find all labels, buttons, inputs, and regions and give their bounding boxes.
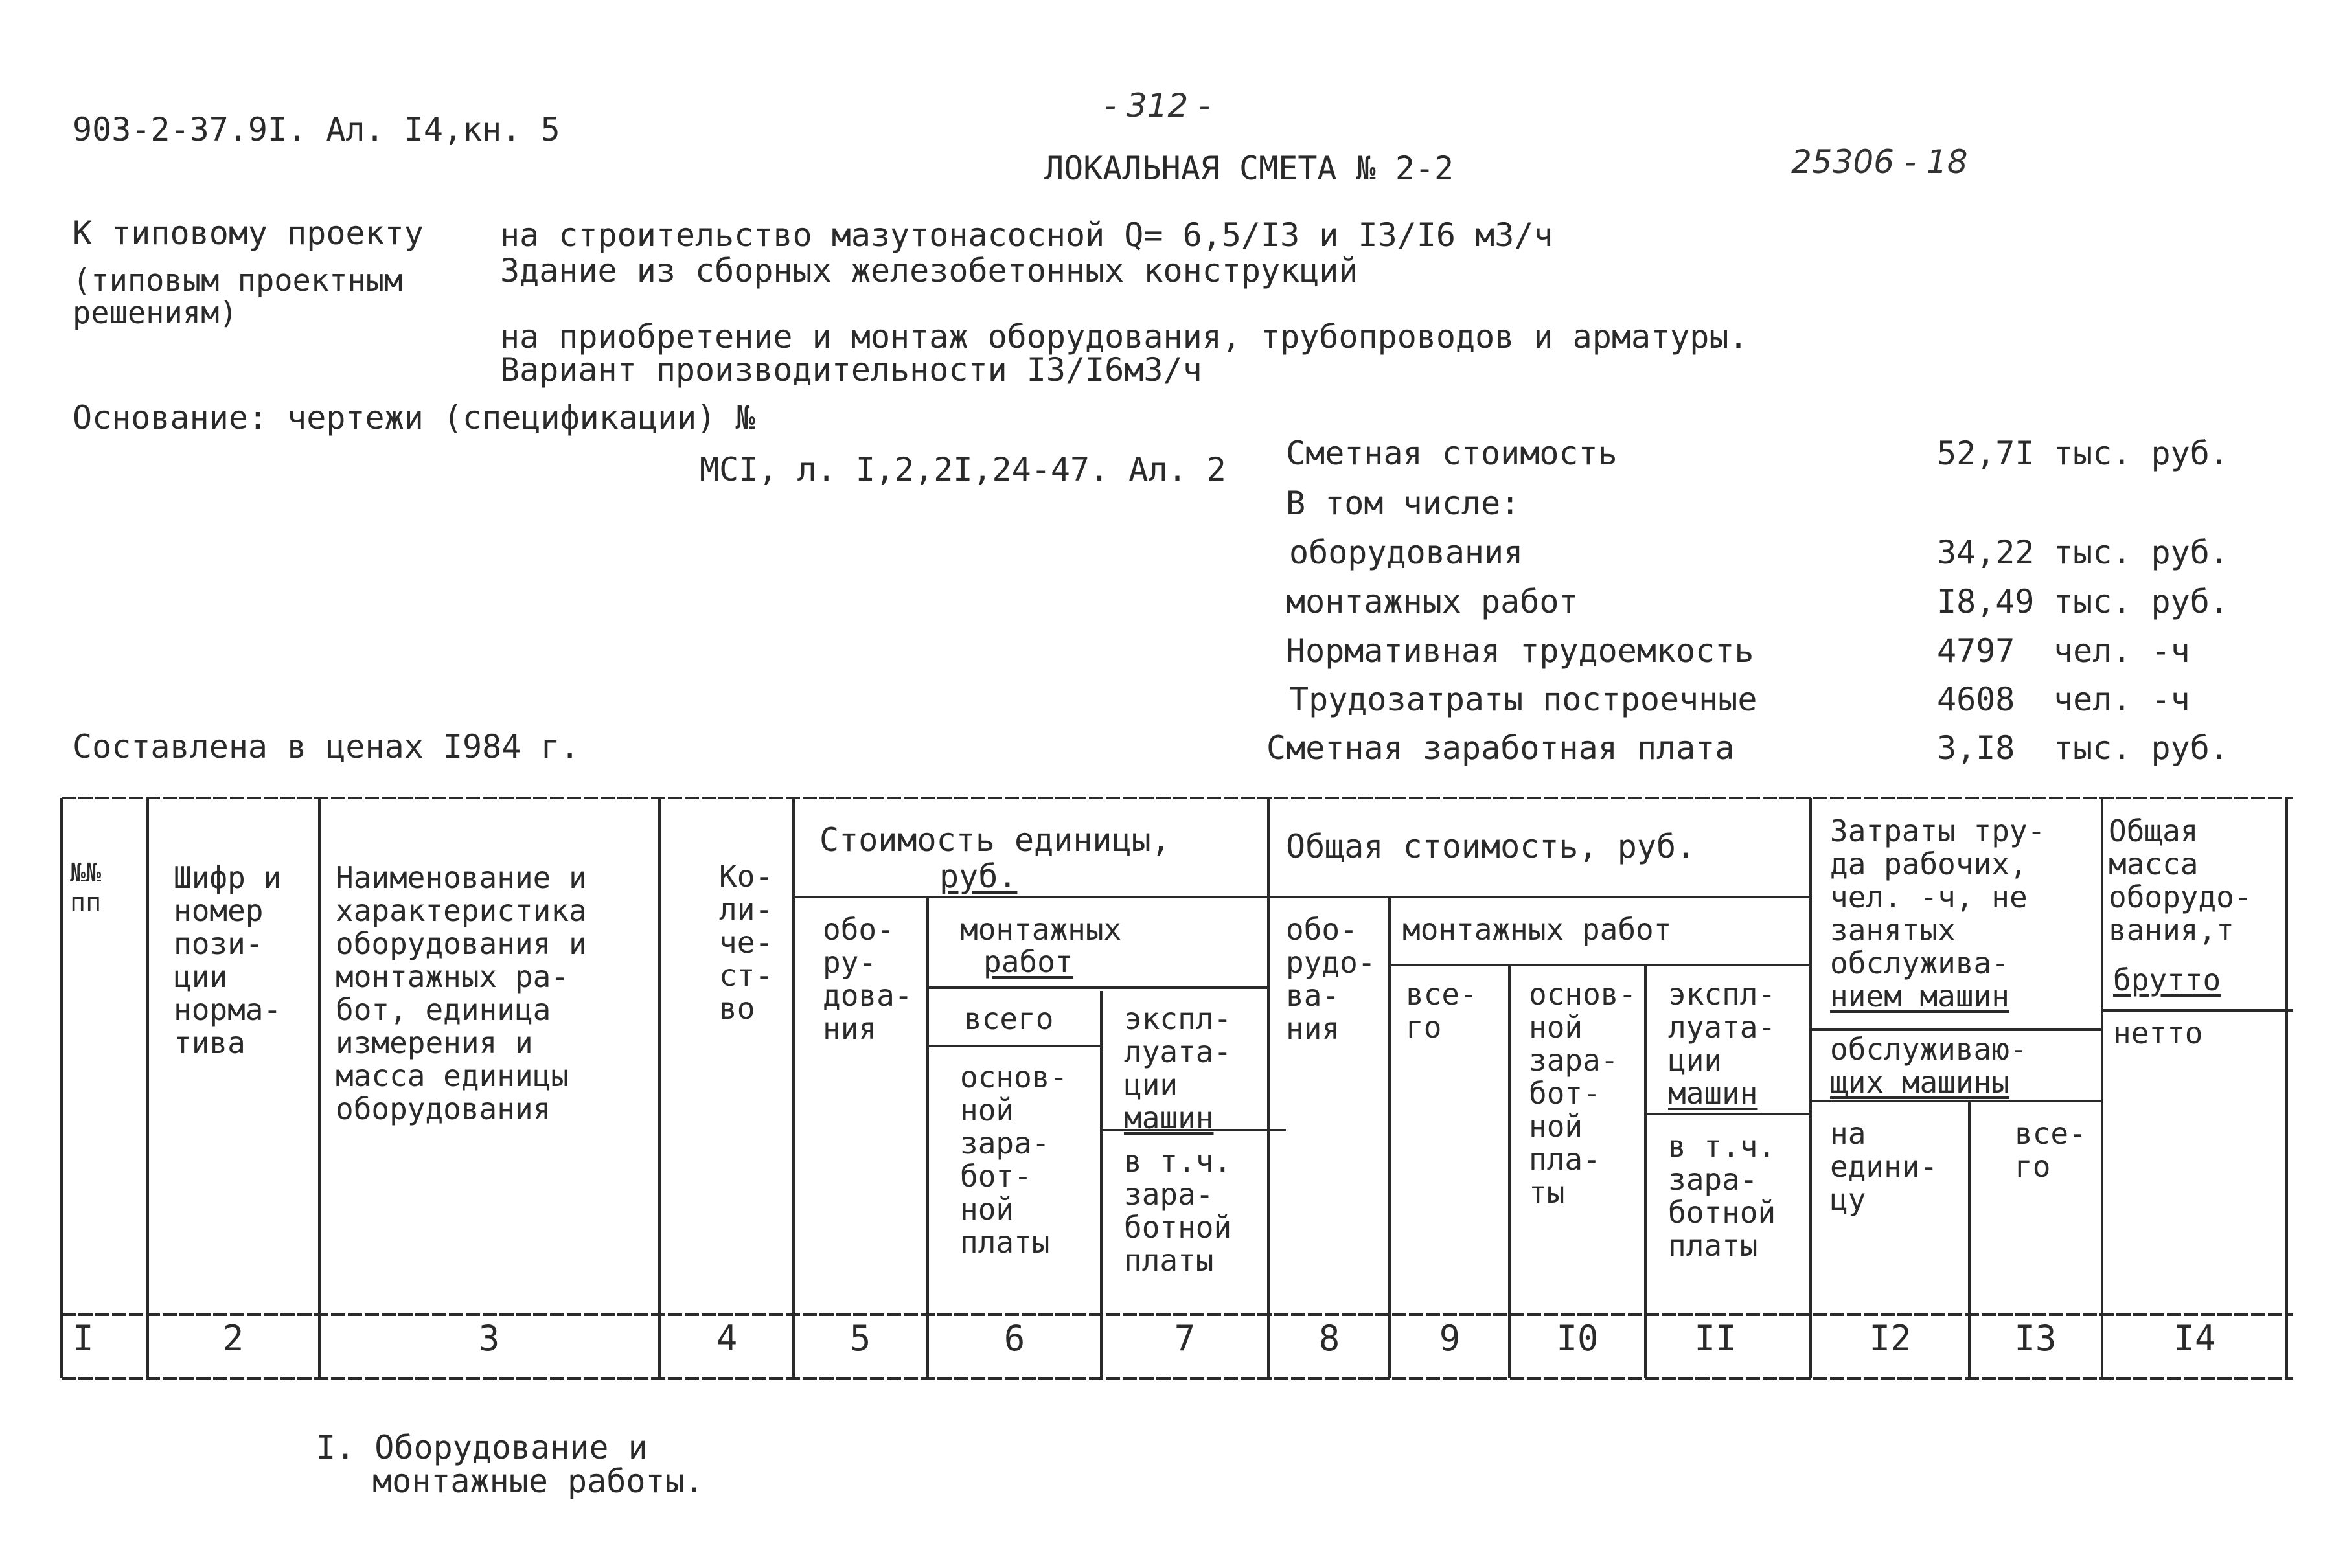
- project-label-line2: (типовым проектным: [73, 263, 403, 299]
- project-label-line1: К типовому проекту: [73, 214, 424, 252]
- col-header-qty: Ко- ли- че- ст- во: [719, 859, 773, 1026]
- col-header-7-top-machines: машин: [1124, 1100, 1214, 1135]
- column-number: 7: [1174, 1318, 1196, 1359]
- summary-label-4: Нормативная трудоемкость: [1286, 632, 1754, 670]
- document-title: ЛОКАЛЬНАЯ СМЕТА № 2-2: [1044, 150, 1454, 187]
- summary-label-1: В том числе:: [1286, 484, 1520, 522]
- col-header-11-bottom: в т.ч. зара- ботной платы: [1668, 1129, 1776, 1263]
- column-number: 4: [716, 1318, 738, 1359]
- summary-label-0: Сметная стоимость: [1286, 435, 1618, 472]
- col-header-6-bottom: основ- ной зара- бот- ной платы: [960, 1060, 1068, 1260]
- column-number: I2: [1869, 1318, 1912, 1359]
- summary-value-4: 4797: [1937, 632, 2015, 670]
- col-header-13: все- го: [2015, 1116, 2087, 1184]
- col-header-11-top: экспл- луата- ции: [1668, 977, 1776, 1078]
- group-header-unit-cost: Стоимость единицы,: [819, 821, 1171, 859]
- col-header-6-top: всего: [964, 1001, 1054, 1036]
- handwritten-number: 25306 - 18: [1791, 143, 1968, 181]
- col-header-12: на едини- цу: [1830, 1116, 1938, 1217]
- summary-unit-2: тыс. руб.: [2054, 534, 2229, 571]
- column-number: 5: [849, 1318, 871, 1359]
- group-header-unit-cost-rub: руб.: [939, 858, 1018, 895]
- project-line4: Вариант производительности I3/I6м3/ч: [500, 351, 1202, 389]
- col-header-11-top-machines: машин: [1668, 1076, 1758, 1111]
- col-header-mass: Общая масса оборудо- вания,т: [2109, 813, 2252, 948]
- basis-value: МСI, л. I,2,2I,24-47. Ал. 2: [700, 451, 1226, 488]
- summary-value-0: 52,7I: [1937, 435, 2035, 472]
- summary-value-3: I8,49: [1937, 583, 2035, 620]
- col-header-name: Наименование и характеристика оборудования и монтажных ра- бот, единица измерения и масса единицы оборудования: [336, 860, 587, 1126]
- column-number: II: [1694, 1318, 1737, 1359]
- col-header-mass-net: нетто: [2113, 1016, 2203, 1051]
- col-header-unit-equipment: обо- ру- дова- ния: [823, 912, 913, 1046]
- page-number: - 312 -: [1104, 87, 1211, 124]
- summary-value-2: 34,22: [1937, 534, 2035, 571]
- group-header-labor-underlined: нием машин: [1830, 979, 2009, 1014]
- column-number: 8: [1318, 1318, 1340, 1359]
- column-number: 9: [1439, 1318, 1461, 1359]
- section-heading-line1: I. Оборудование и: [316, 1429, 648, 1466]
- summary-unit-0: тыс. руб.: [2054, 435, 2229, 472]
- group-header-labor: Затраты тру- да рабочих, чел. -ч, не занятых обслужива-: [1830, 813, 2046, 981]
- group-header-labor2: обслуживаю-: [1830, 1032, 2028, 1067]
- project-line2: Здание из сборных железобетонных конструкций: [500, 252, 1358, 290]
- col-header-mass-gross: брутто: [2113, 962, 2221, 997]
- basis-label: Основание: чертежи (спецификации) №: [73, 399, 755, 437]
- column-number: I: [73, 1318, 94, 1359]
- group-header-total-cost: Общая стоимость, руб.: [1286, 828, 1696, 865]
- summary-label-5: Трудозатраты построечные: [1289, 681, 1757, 718]
- column-number: 2: [222, 1318, 244, 1359]
- summary-unit-4: чел. -ч: [2054, 632, 2190, 670]
- col-header-number: №№ пп: [70, 858, 102, 918]
- column-number: 3: [478, 1318, 500, 1359]
- col-header-7-top: экспл- луата- ции: [1124, 1001, 1232, 1102]
- column-number: I3: [2014, 1318, 2057, 1359]
- column-number: I0: [1556, 1318, 1599, 1359]
- col-header-7-bottom: в т.ч. зара- ботной платы: [1124, 1144, 1232, 1278]
- summary-label-3: монтажных работ: [1286, 583, 1579, 620]
- project-line3: на приобретение и монтаж оборудования, трубопроводов и арматуры.: [500, 318, 1748, 356]
- column-number: 6: [1003, 1318, 1025, 1359]
- subgroup-header-montage: монтажных: [960, 912, 1122, 947]
- summary-value-6: 3,I8: [1937, 729, 2015, 767]
- col-header-9: все- го: [1406, 977, 1478, 1045]
- col-header-total-equipment: обо- рудо- ва- ния: [1286, 912, 1376, 1046]
- column-number: I4: [2173, 1318, 2216, 1359]
- summary-label-2: оборудования: [1289, 534, 1524, 571]
- summary-unit-3: тыс. руб.: [2054, 583, 2229, 620]
- summary-unit-5: чел. -ч: [2054, 681, 2190, 718]
- col-header-10: основ- ной зара- бот- ной пла- ты: [1529, 977, 1637, 1210]
- subgroup-header-montage-works: работ: [983, 944, 1073, 979]
- document-code: 903-2-37.9I. Ал. I4,кн. 5: [73, 111, 560, 148]
- subgroup-header-total-montage: монтажных работ: [1402, 912, 1672, 947]
- summary-label-6: Сметная заработная плата: [1266, 729, 1735, 767]
- summary-unit-6: тыс. руб.: [2054, 729, 2229, 767]
- project-line1: на строительство мазутонасосной Q= 6,5/I3 и I3/I6 м3/ч: [500, 216, 1553, 254]
- group-header-labor2-underlined: щих машины: [1830, 1065, 2009, 1100]
- project-label-line3: решениям): [73, 295, 238, 331]
- col-header-code: Шифр и номер пози- ции норма- тива: [174, 860, 282, 1060]
- section-heading-line2: монтажные работы.: [372, 1462, 704, 1500]
- prices-year: Составлена в ценах I984 г.: [73, 728, 580, 766]
- summary-value-5: 4608: [1937, 681, 2015, 718]
